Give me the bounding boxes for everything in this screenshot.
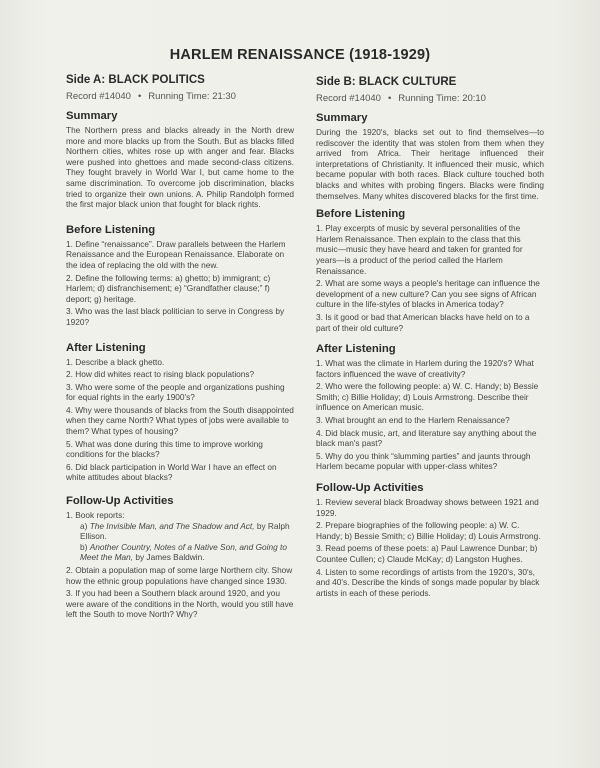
list-item: 2. How did whites react to rising black populations? [66,369,255,380]
list-item: 2. What are some ways a people's heritage can influence the development of a new culture? Can you see signs of African culture in the life-styles of blacks in America today? [316,278,540,310]
summary-text: During the 1920's, blacks set out to find themselves—to rediscover the identity that was stolen from them when they arrived from Africa. Their heritage influenced their interpretations of Christianity. It influenced their music, which became popular with both races. Black culture touched both blacks and whites with probing fingers. Blacks were finding themselves. Many whites discovered blacks for the first time. [316,127,544,201]
after-listening-heading: After Listening [66,341,146,354]
list-item: 1. Review several black Broadway shows between 1921 and 1929. [316,497,539,518]
running-time: Running Time: 20:10 [398,93,486,104]
book-author: by Ralph Ellison. [80,520,290,542]
list-item: 3. What brought an end to the Harlem Renaissance? [316,415,510,426]
before-listening-heading: Before Listening [66,223,156,236]
side-a-record-info [66,91,294,102]
list-item: 2. Who were the following people: a) W. C. Handy; b) Bessie Smith; c) Billie Holiday; d) Louis Armstrong. Describe their influence on American music. [316,381,539,413]
book-titles: Another Country, Notes of a Native Son, and Going to Meet the Man, [80,541,287,563]
list-item: 3. Read poems of these poets: a) Paul Lawrence Dunbar; b) Countee Cullen; c) Claude McKay; d) Langston Hughes. [316,543,538,564]
before-listening-heading: Before Listening [316,208,406,221]
follow-up-list [66,510,294,620]
list-item: 1. Define “renaissance”. Draw parallels between the Harlem Renaissance and the European Renaissance. Elaborate on the idea of replacing the old with the new. [66,238,286,270]
book-reports-label: 1. Book reports: [66,510,125,521]
list-item: 1. Play excerpts of music by several personalities of the Harlem Renaissance. Then explain to the class that this music—music they have heard and taken for granted for years—is a product of the period called the Harlem Renaissance. [316,223,523,276]
list-item: 4. Listen to some recordings of artists from the 1920's, 30's, and 40's. Describe the kinds of songs made popular by black artists in each of these periods. [316,566,540,598]
before-listening-list [66,239,294,328]
list-item: 2. Prepare biographies of the following people: a) W. C. Handy; b) Bessie Smith; c) Billie Holiday; d) Louis Armstrong. [316,520,541,541]
list-item: 3. Who were some of the people and organizations pushing for equal rights in the early 1900's? [66,381,285,403]
list-item: 6. Did black participation in World War I have an effect on white attitudes about blacks? [66,461,277,483]
list-item: 1. Describe a black ghetto. [66,356,165,367]
after-listening-list [66,357,294,484]
list-item: 2. Obtain a population map of some large Northern city. Show how the ethnic group populations have changed since 1930. [66,565,293,586]
book-titles: The Invisible Man, and The Shadow and Act, [89,520,255,531]
list-item: 2. Define the following terms: a) ghetto; b) immigrant; c) Harlem; d) disfranchisement; e) “Grandfather clause;” f) deport; g) heritage. [66,272,271,304]
after-listening-heading: After Listening [316,343,396,356]
record-number: Record #14040 [66,91,131,102]
page-title: HARLEM RENAISSANCE (1918-1929) [169,47,431,63]
separator-dot: • [137,91,142,102]
side-b-column [316,70,544,600]
summary-heading: Summary [66,110,118,122]
sub-prefix: a) [80,520,88,531]
list-item: 1. What was the climate in Harlem during the 1920's? What factors influenced the wave of creativity? [316,358,534,379]
summary-text: The Northern press and blacks already in the North drew more and more blacks up from the South. But as blacks filled Northern cities, whites rose up with anger and fear. Blacks were pushed into ghettoes and made second-class citizens. They fought bravely in World War I, but came home to the same discrimination. To overcome job discrimination, blacks tried to organize their own unions. A. Philip Randolph formed the first major black union that fought for black rights. [66,125,294,210]
follow-up-heading: Follow-Up Activities [316,482,424,495]
list-item: 4. Did black music, art, and literature say anything about the black man's past? [316,427,537,449]
follow-up-list [316,497,544,598]
running-time: Running Time: 21:30 [148,91,236,102]
side-a-heading: Side A: BLACK POLITICS [66,74,205,86]
record-number: Record #14040 [316,93,381,104]
follow-up-heading: Follow-Up Activities [66,495,174,508]
side-b-record-info [316,93,544,104]
separator-dot: • [387,93,392,104]
side-b-heading: Side B: BLACK CULTURE [316,76,457,88]
list-item: 4. Why were thousands of blacks from the South disappointed when they came North? What types of jobs were available to them? What types of housing? [66,404,294,437]
before-listening-list [316,223,544,333]
book-report-b [66,542,294,563]
list-item: 3. If you had been a Southern black around 1920, and you were aware of the conditions in the North, would you still have left the South to move North? Why? [66,588,294,620]
summary-heading: Summary [316,112,368,124]
list-item: 3. Is it good or bad that American blacks have held on to a part of their old culture? [316,311,530,333]
after-listening-list [316,358,544,472]
list-item: 5. What was done during this time to improve working conditions for the blacks? [66,438,263,460]
list-item: 3. Who was the last black politician to serve in Congress by 1920? [66,306,285,327]
sub-prefix: b) [80,541,88,552]
list-item [66,510,294,563]
book-report-a [66,521,294,542]
side-a-column [66,70,294,622]
list-item: 5. Why do you think “slumming parties” and jaunts through Harlem became popular with upper-class whites? [316,450,531,472]
book-author: by James Baldwin. [135,552,205,563]
